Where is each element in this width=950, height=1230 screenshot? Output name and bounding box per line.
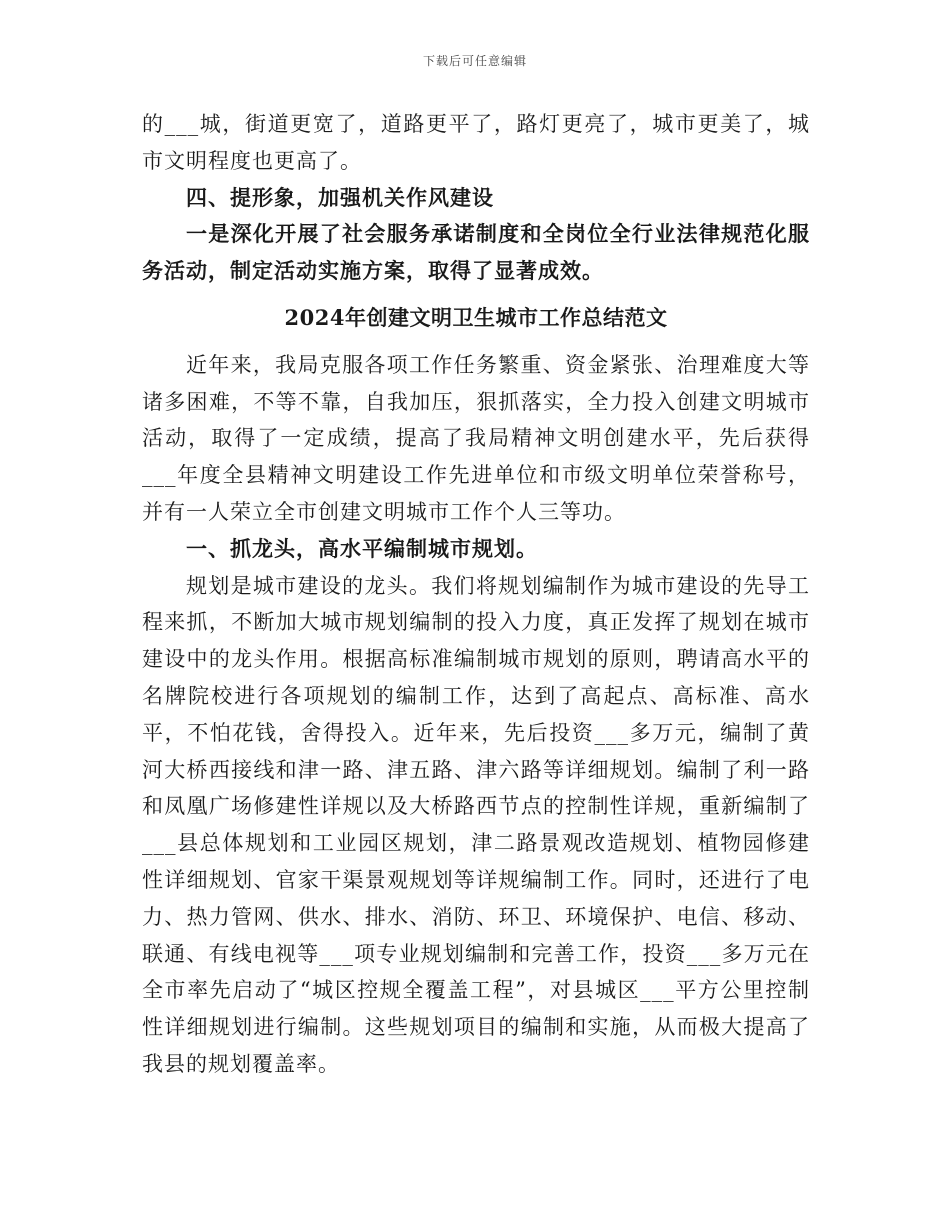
- section-heading-1: 一、抓龙头，高水平编制城市规划。: [186, 535, 538, 561]
- page-header: 下载后可任意编辑: [422, 54, 527, 68]
- document-body: [142, 106, 810, 1083]
- paragraph-intro: 近年来，我局克服各项工作任务繁重、资金紧张、治理难度大等诸多困难，不等不靠，自我加压，狠抓落实，全力投入创建文明城市活动，取得了一定成绩，提高了我局精神文明创建水平，先后获得___年度全县精神文明建设工作先进单位和市级文明单位荣誉称号，并有一人荣立全市创建文明城市工作个人三等功。: [142, 352, 810, 524]
- paragraph-planning: 规划是城市建设的龙头。我们将规划编制作为城市建设的先导工程来抓，不断加大城市规划编制的投入力度，真正发挥了规划在城市建设中的龙头作用。根据高标准编制城市规划的原则，聘请高水平的名牌院校进行各项规划的编制工作，达到了高起点、高标准、高水平，不怕花钱，舍得投入。近年来，先后投资___多万元，编制了黄河大桥西接线和津一路、津五路、津六路等详细规划。编制了利一路和凤凰广场修建性详规以及大桥路西节点的控制性详规，重新编制了___县总体规划和工业园区规划，津二路景观改造规划、植物园修建性详细规划、官家干渠景观规划等详规编制工作。同时，还进行了电力、热力管网、供水、排水、消防、环卫、环境保护、电信、移动、联通、有线电视等___项专业规划编制和完善工作，投资___多万元在全市率先启动了“城区控规全覆盖工程”，对县城区___平方公里控制性详细规划进行编制。这些规划项目的编制和实施，从而极大提高了我县的规划覆盖率。: [142, 573, 810, 1076]
- document-title: 2024年创建文明卫生城市工作总结范文: [284, 304, 668, 330]
- paragraph-bold-point: 一是深化开展了社会服务承诺制度和全岗位全行业法律规范化服务活动，制定活动实施方案，取得了显著成效。: [142, 221, 810, 284]
- section-heading-4: 四、提形象，加强机关作风建设: [186, 184, 494, 210]
- paragraph-continuation: 的___城，街道更宽了，道路更平了，路灯更亮了，城市更美了，城市文明程度也更高了。: [142, 112, 810, 173]
